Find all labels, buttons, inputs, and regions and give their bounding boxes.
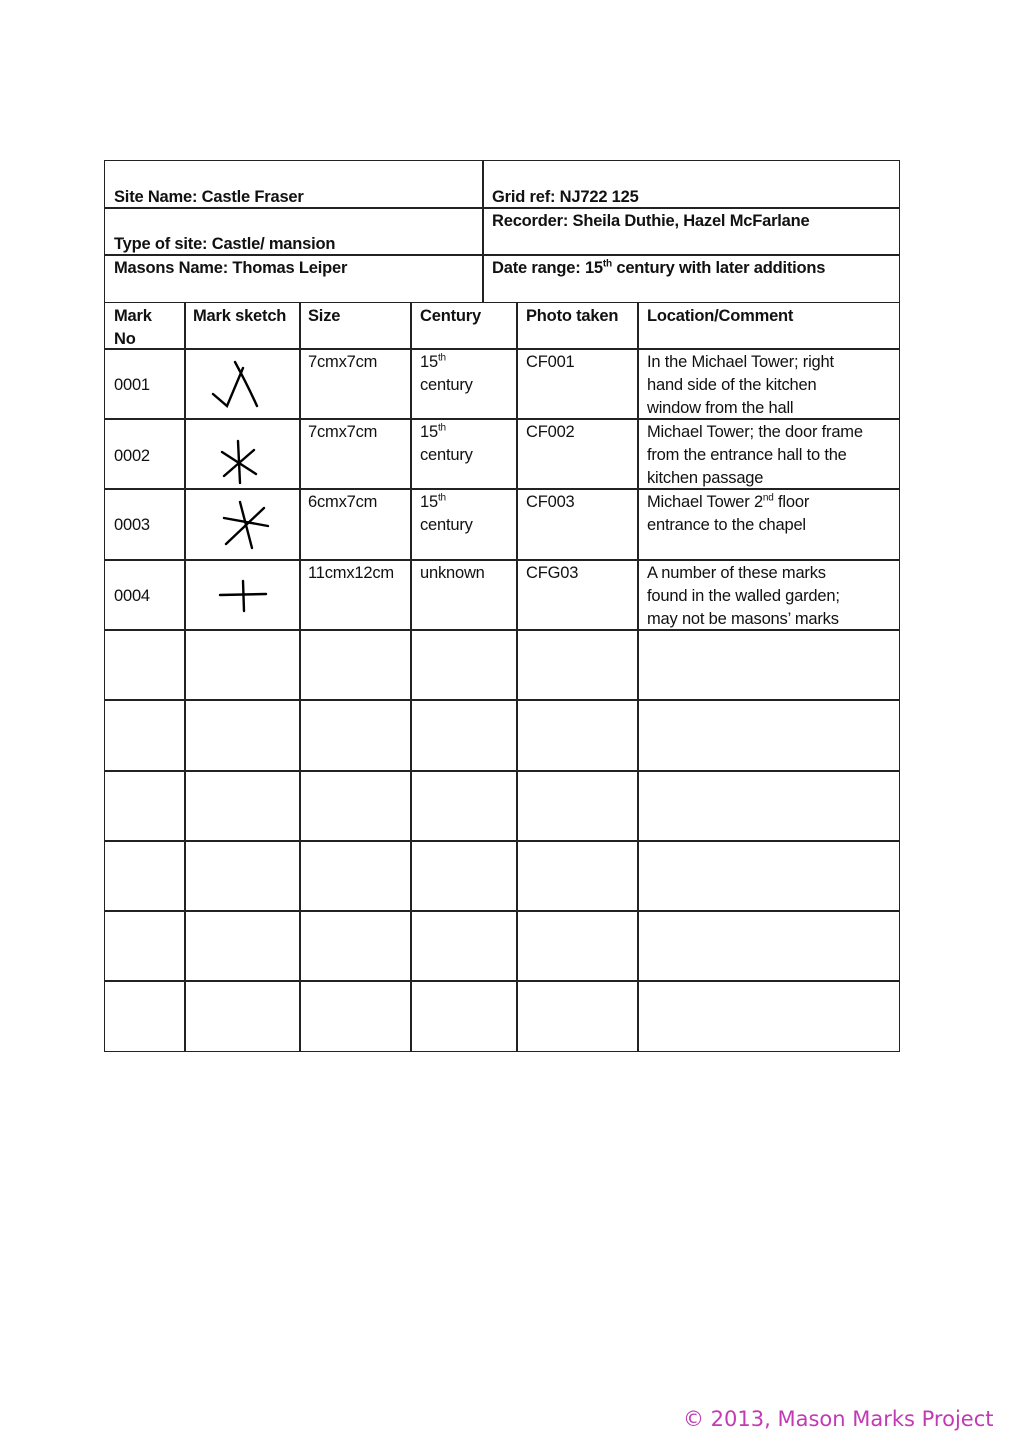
row-4-century: unknown — [420, 564, 485, 582]
row-2-mark-no: 0002 — [114, 447, 150, 465]
date-range-prefix: Date range: 15 — [492, 259, 603, 277]
row-divider — [104, 840, 900, 842]
row-1-century-sup: th — [437, 352, 446, 364]
row-2-comment-line: from the entrance hall to the — [647, 446, 847, 464]
row-1-comment-line: hand side of the kitchen — [647, 376, 817, 394]
col-header-location-comment: Location/Comment — [647, 307, 794, 325]
col-divider-5 — [637, 302, 639, 1052]
row-1-century-num: 15 — [420, 353, 438, 371]
row-3-century-sup: th — [437, 492, 446, 504]
row-2-century-word: century — [420, 446, 473, 464]
col-header-mark-no-line1: Mark — [114, 307, 152, 325]
row-3-comment-line: Michael Tower 2 — [647, 493, 763, 511]
row-1-size: 7cmx7cm — [308, 353, 378, 371]
site-name: Site Name: Castle Fraser — [114, 188, 304, 206]
row-2-century — [420, 421, 473, 467]
asterisk-mark-icon — [214, 438, 264, 486]
row-4-comment-line: found in the walled garden; — [647, 587, 840, 605]
header-vertical-divider — [482, 160, 484, 303]
row-4-size: 11cmx12cm — [308, 564, 394, 582]
type-of-site: Type of site: Castle/ mansion — [114, 235, 336, 253]
col-header-photo-taken: Photo taken — [526, 307, 619, 325]
row-4-photo: CFG03 — [526, 564, 579, 582]
row-2-size: 7cmx7cm — [308, 423, 378, 441]
date-range-suffix: century with later additions — [611, 259, 826, 277]
col-divider-3 — [410, 302, 412, 1052]
row-1-century — [420, 351, 473, 397]
row-3-photo: CF003 — [526, 493, 575, 511]
col-divider-4 — [516, 302, 518, 1052]
date-range-sup: th — [602, 258, 612, 270]
row-divider — [104, 348, 900, 350]
col-divider-1 — [184, 302, 186, 1052]
row-divider — [104, 559, 900, 561]
row-3-comment-sup: nd — [762, 492, 774, 504]
col-header-mark-no-line2: No — [114, 330, 136, 348]
row-3-mark-no: 0003 — [114, 516, 150, 534]
grid-ref: Grid ref: NJ722 125 — [492, 188, 639, 206]
row-2-comment — [647, 421, 863, 490]
row-4-comment — [647, 562, 840, 631]
row-1-photo: CF001 — [526, 353, 575, 371]
cross-mark-icon — [216, 578, 270, 614]
row-2-comment-line: kitchen passage — [647, 469, 764, 487]
row-1-century-word: century — [420, 376, 473, 394]
row-1-comment-line: window from the hall — [647, 399, 794, 417]
tick-cross-mark-icon — [205, 356, 275, 414]
row-3-century-word: century — [420, 516, 473, 534]
row-2-photo: CF002 — [526, 423, 575, 441]
row-divider — [104, 980, 900, 982]
row-3-size: 6cmx7cm — [308, 493, 378, 511]
row-divider — [104, 910, 900, 912]
col-divider-2 — [299, 302, 301, 1052]
col-header-mark-sketch: Mark sketch — [193, 307, 287, 325]
recorder: Recorder: Sheila Duthie, Hazel McFarlane — [492, 212, 810, 230]
row-4-comment-line: may not be masons’ marks — [647, 610, 839, 628]
row-4-comment-line: A number of these marks — [647, 564, 826, 582]
row-2-century-num: 15 — [420, 423, 438, 441]
col-header-century: Century — [420, 307, 481, 325]
copyright-notice: © 2013, Mason Marks Project — [683, 1407, 994, 1431]
row-3-century-num: 15 — [420, 493, 438, 511]
row-3-comment-line: floor — [773, 493, 810, 511]
asterisk-mark-icon — [218, 498, 274, 552]
col-header-size: Size — [308, 307, 341, 325]
masons-name: Masons Name: Thomas Leiper — [114, 259, 348, 277]
col-header-mark-no — [114, 305, 152, 351]
header-right-divider-2 — [482, 254, 900, 256]
row-2-comment-line: Michael Tower; the door frame — [647, 423, 863, 441]
row-4-mark-no: 0004 — [114, 587, 150, 605]
row-3-century — [420, 491, 473, 537]
row-3-comment-line: entrance to the chapel — [647, 516, 806, 534]
row-2-century-sup: th — [437, 422, 446, 434]
row-divider — [104, 770, 900, 772]
row-divider — [104, 699, 900, 701]
row-3-comment — [647, 491, 809, 537]
row-1-comment — [647, 351, 834, 420]
row-1-comment-line: In the Michael Tower; right — [647, 353, 834, 371]
date-range — [492, 257, 825, 279]
row-1-mark-no: 0001 — [114, 376, 150, 394]
